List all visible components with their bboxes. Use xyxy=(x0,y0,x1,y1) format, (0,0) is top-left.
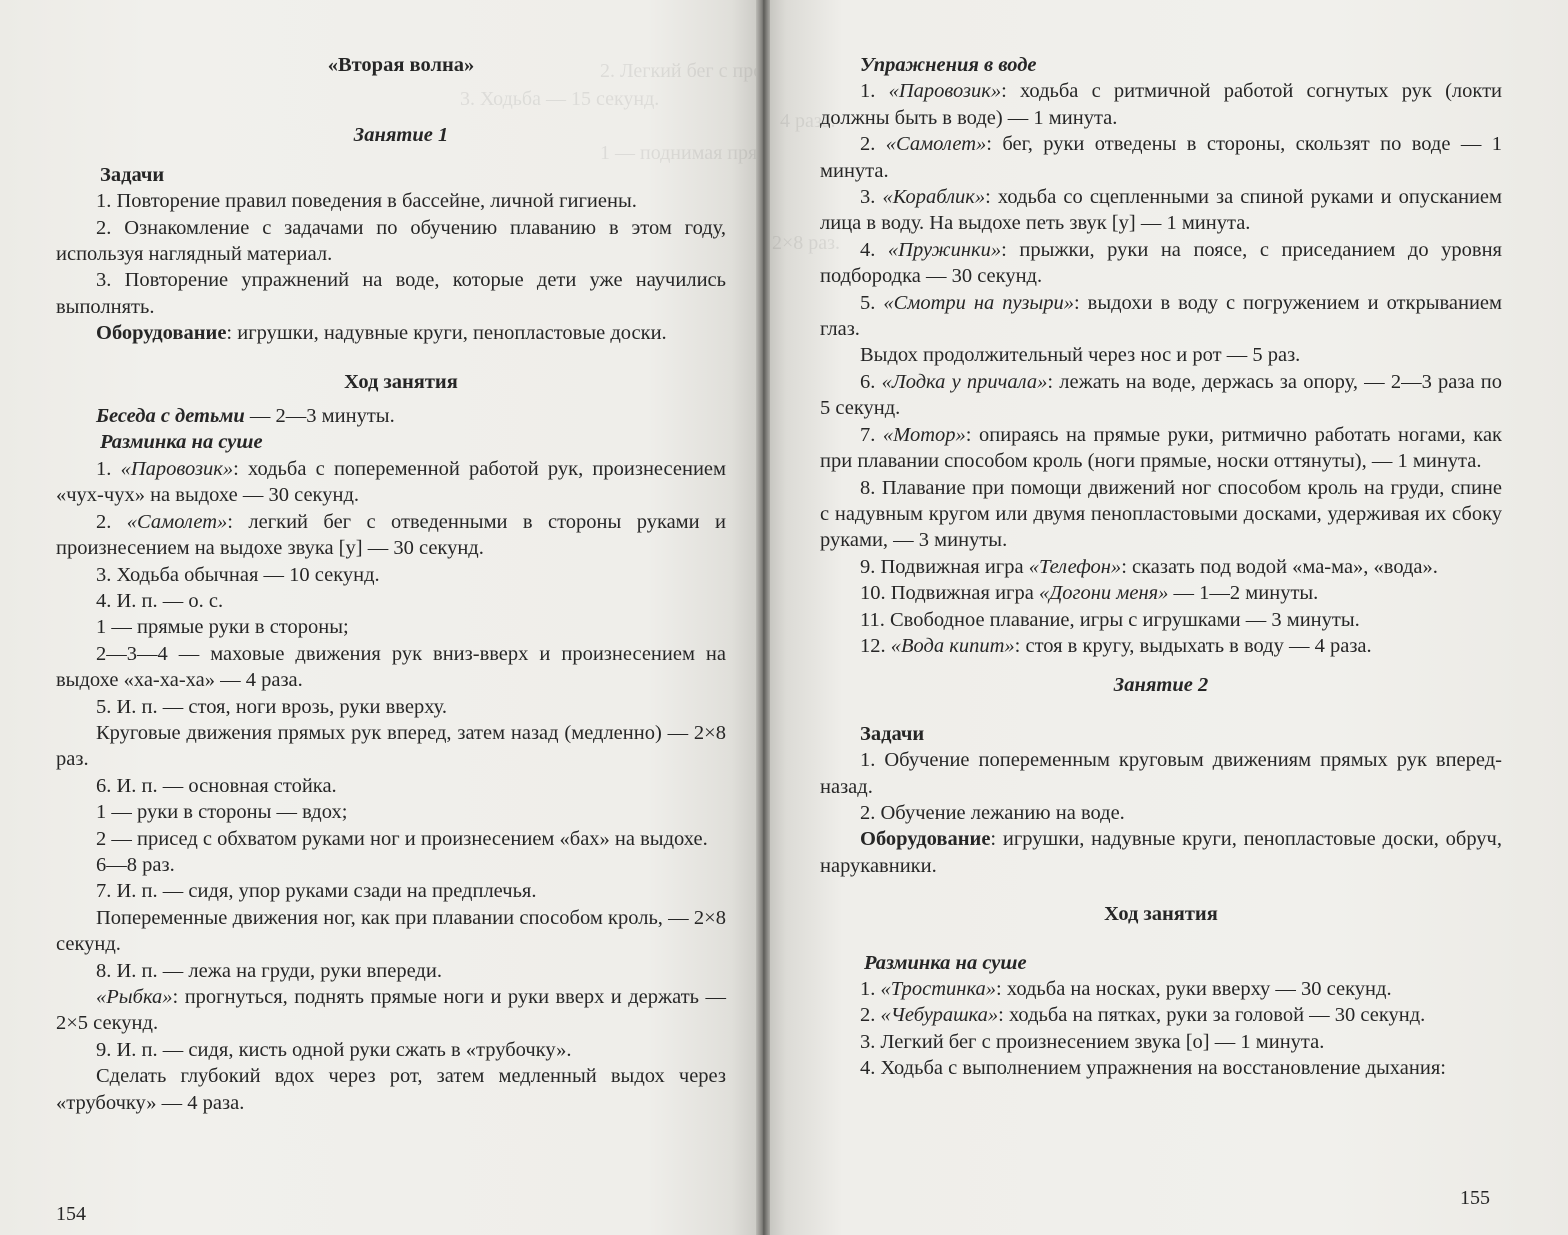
equipment-label: Оборудование xyxy=(96,322,227,345)
item-number: 4. xyxy=(860,238,888,261)
text-line: 5. И. п. — стоя, ноги врозь, руки вверху. xyxy=(96,695,447,718)
exercise-text: : сказать под водой «ма-ма», «вода». xyxy=(1121,555,1438,578)
exercise-item xyxy=(820,1002,1502,1028)
talk-text: — 2—3 минуты. xyxy=(244,405,395,428)
exercise-item xyxy=(820,554,1502,580)
item-number: 1. xyxy=(860,978,881,1000)
exercise-text: : ходьба на носках, руки вверху — 30 секунд. xyxy=(996,978,1392,1000)
exercise-name: «Паровозик» xyxy=(888,80,1002,103)
exercise-name: «Самолет» xyxy=(126,510,228,533)
text-line: 7. И. п. — сидя, упор руками сзади на предплечья. xyxy=(96,880,537,903)
bleed-through-text: 2. Легкий бег с прово xyxy=(600,60,783,82)
text-line: 6—8 раз. xyxy=(96,853,175,876)
exercise-item xyxy=(56,984,726,1037)
exercise-text: : лежать на воде, держась за опору, — 2—3 раза по 5 секунд. xyxy=(820,370,1503,420)
exercise-item xyxy=(820,580,1502,606)
item-number: 7. xyxy=(860,423,883,446)
text-line: Попеременные движения ног, как при плавании способом кроль, — 2×8 секунд. xyxy=(56,906,726,956)
exercise-text: : ходьба со сцепленными за спиной руками и опусканием лица в воду. На выдохе петь звук [у] — 1 минута. xyxy=(820,186,1502,235)
exercise-text: : бег, руки отведены в стороны, скользят по воде — 1 минута. xyxy=(820,133,1502,182)
exercise-name: «Кораблик» xyxy=(882,186,986,209)
bleed-through-text: 3. Ходьба — 15 секунд. xyxy=(460,88,660,110)
page-number: 154 xyxy=(56,1202,86,1225)
exercise-name: «Чебурашка» xyxy=(880,1004,999,1027)
task-item: 3. Повторение упражнений на воде, которые дети уже научились выполнять. xyxy=(56,269,726,318)
item-number: 2. xyxy=(860,1004,881,1027)
exercise-text: : стоя в кругу, выдыхать в воду — 4 раза. xyxy=(1014,634,1372,657)
bleed-through-text: 1 — поднимая прямые ру xyxy=(600,142,817,164)
task-item: 2. Ознакомление с задачами по обучению плаванию в этом году, используя наглядный материал. xyxy=(56,216,726,266)
exercise-item: 2. «Самолет»: легкий бег с отведенными в стороны руками и произнесением на выдохе звука [у] — 30 секунд. xyxy=(56,510,727,560)
item-number: 1. xyxy=(860,80,889,103)
exercise-item xyxy=(820,131,1502,184)
exercise-text: — 1—2 минуты. xyxy=(1168,582,1319,605)
page-number: 155 xyxy=(1460,1186,1490,1209)
text-line: 1 — прямые руки в стороны; xyxy=(96,616,349,639)
exercise-text: : выдохи в воду с погружением и открыванием глаз. xyxy=(820,291,1503,341)
equipment-label: Оборудование xyxy=(860,828,991,851)
equipment-text: : игрушки, надувные круги, пенопластовые доски, обруч, нарукавники. xyxy=(820,828,1502,877)
warmup-heading: Разминка на суше xyxy=(100,431,263,454)
exercise-item: 8. Плавание при помощи движений ног способом кроль на груди, спине с надувным кругом или двумя пенопластовыми досками, удерживая их сбоку руками, — 3 минуты. xyxy=(820,476,1502,552)
talk-line xyxy=(56,403,726,429)
course-heading: Ход занятия xyxy=(344,370,458,393)
exercise-item: 3. Легкий бег с произнесением звука [о] — 1 минута. xyxy=(860,1030,1325,1053)
exercise-name: «Вода кипит» xyxy=(890,634,1015,657)
text-line: 2—3—4 — маховые движения рук вниз-вверх и произнесением на выдохе «ха-ха-ха» — 4 раза. xyxy=(56,642,726,692)
text-line: 2 — присед с обхватом руками ног и произнесением «бах» на выдохе. xyxy=(96,827,708,850)
talk-label: Беседа с детьми xyxy=(96,405,245,428)
task-item: 2. Обучение лежанию на воде. xyxy=(860,801,1125,824)
text-line: Сделать глубокий вдох через рот, затем медленный выдох через «трубочку» — 4 раза. xyxy=(56,1065,726,1114)
text-line: 9. И. п. — сидя, кисть одной руки сжать в «трубочку». xyxy=(96,1038,572,1061)
bleed-through-text: 4 раза. xyxy=(780,110,836,132)
lesson-title: Занятие 1 xyxy=(353,124,449,147)
text-line: 1 — руки в стороны — вдох; xyxy=(96,801,348,824)
item-prefix: 9. Подвижная игра xyxy=(860,555,1029,578)
exercise-text: : опираясь на прямые руки, ритмично работать ногами, как при плавании способом кроль (ноги прямые, носки оттянуты), — 1 минута. xyxy=(820,423,1503,473)
water-heading: Упражнения в воде xyxy=(860,54,1037,76)
exercise-item xyxy=(820,78,1502,131)
exercise-name: «Рыбка» xyxy=(96,986,173,1008)
text-line: 8. И. п. — лежа на груди, руки впереди. xyxy=(96,959,442,982)
bleed-through-text: 2×8 раз. xyxy=(772,232,841,254)
exercise-item xyxy=(820,184,1502,237)
text-line: 3. Ходьба обычная — 10 секунд. xyxy=(96,563,380,586)
exercise-name: «Тростинка» xyxy=(880,978,997,1000)
exercise-text: : легкий бег с отведенными в стороны руками и произнесением на выдохе звука [у] — 30 секунд. xyxy=(56,510,727,560)
section-title: «Вторая волна» xyxy=(327,54,475,76)
equipment-line xyxy=(820,826,1502,879)
text-line: Круговые движения прямых рук вперед, затем назад (медленно) — 2×8 раз. xyxy=(56,721,726,771)
item-number: 5. xyxy=(860,291,884,314)
text-line: 6. И. п. — основная стойка. xyxy=(96,774,337,797)
exercise-item: 11. Свободное плавание, игры с игрушками — 3 минуты. xyxy=(860,608,1360,631)
exercise-name: «Мотор» xyxy=(882,423,966,446)
equipment-line xyxy=(56,320,726,346)
right-page xyxy=(762,0,1568,1235)
exercise-name: «Лодка у причала» xyxy=(881,370,1048,393)
exercise-name: «Догони меня» xyxy=(1038,582,1169,605)
exercise-name: «Паровозик» xyxy=(120,457,234,480)
exercise-name: «Телефон» xyxy=(1028,555,1122,578)
exercise-item xyxy=(820,369,1502,422)
exercise-name: «Смотри на пузыри» xyxy=(883,291,1074,314)
course-heading: Ход занятия xyxy=(1104,903,1218,926)
task-item: 1. Обучение попеременным круговым движениям прямых рук вперед-назад. xyxy=(820,749,1502,798)
exercise-item xyxy=(820,422,1502,475)
text-line: 4. И. п. — о. с. xyxy=(96,589,224,612)
warmup-heading: Разминка на суше xyxy=(864,951,1027,974)
exercise-text: : ходьба с ритмичной работой согнутых рук (локти должны быть в воде) — 1 минута. xyxy=(820,80,1503,129)
exercise-name: «Пружинки» xyxy=(887,238,1002,261)
item-number: 6. xyxy=(860,370,882,393)
exercise-item xyxy=(820,290,1502,343)
item-prefix: 10. Подвижная игра xyxy=(860,582,1039,605)
exercise-text: : прыжки, руки на поясе, с приседанием до уровня подбородка — 30 секунд. xyxy=(820,238,1502,288)
exercise-text: : прогнуться, поднять прямые ноги и руки вверх и держать — 2×5 секунд. xyxy=(56,986,726,1035)
exercise-item xyxy=(820,976,1502,1002)
item-number: 3. xyxy=(860,186,883,209)
exercise-text: : ходьба с попеременной работой рук, произнесением «чух-чух» на выдохе — 30 секунд. xyxy=(56,457,727,507)
exercise-item: 4. Ходьба с выполнением упражнения на восстановление дыхания: xyxy=(860,1057,1446,1080)
exercise-item xyxy=(820,633,1502,659)
item-number: 2. xyxy=(860,133,886,156)
tasks-heading: Задачи xyxy=(100,163,165,186)
exercise-item xyxy=(820,237,1502,290)
lesson-title: Занятие 2 xyxy=(1113,674,1209,697)
book-gutter xyxy=(756,0,770,1235)
item-number: 12. xyxy=(860,634,891,657)
task-item: 1. Повторение правил поведения в бассейне, личной гигиены. xyxy=(96,190,637,213)
exercise-item: 1. «Паровозик»: ходьба с попеременной работой рук, произнесением «чух-чух» на выдохе — 30 секунд. xyxy=(56,457,727,507)
tasks-heading: Задачи xyxy=(860,722,925,745)
exercise-text: : ходьба на пятках, руки за головой — 30 секунд. xyxy=(998,1004,1426,1027)
exercise-name: «Самолет» xyxy=(885,133,987,156)
text-line: Выдох продолжительный через нос и рот — 5 раз. xyxy=(860,344,1301,367)
equipment-text: : игрушки, надувные круги, пенопластовые доски. xyxy=(226,322,667,345)
